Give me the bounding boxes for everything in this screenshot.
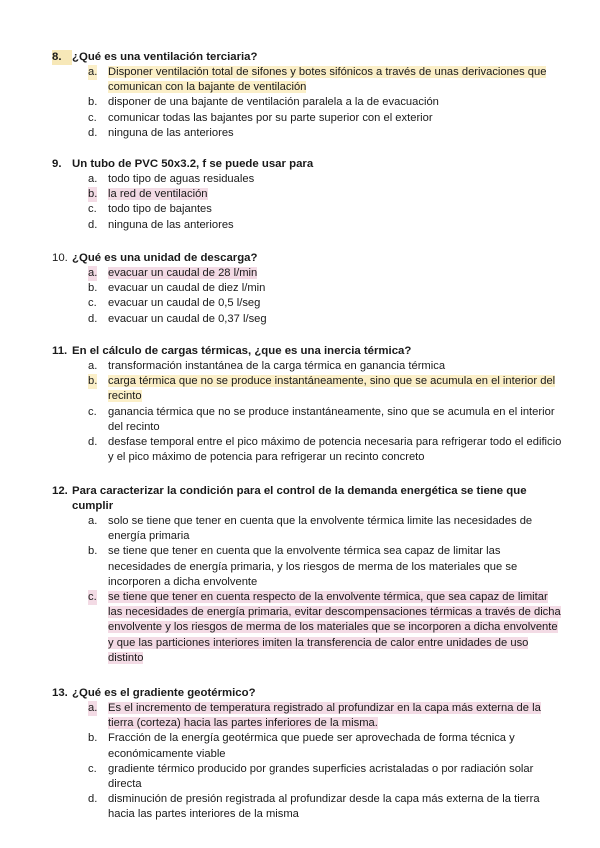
question-9: [52, 157, 562, 233]
option-a: a. Es el incremento de temperatura registrado al profundizar en la capa más externa de la tierra (corteza) hacia las partes inferiores de la misma.: [88, 702, 541, 730]
option-b: b. carga térmica que no se produce instantáneamente, sino que se acumula en el interior del recinto: [88, 375, 556, 403]
options-list: [52, 514, 562, 666]
option-b: b. la red de ventilación: [52, 187, 562, 202]
option-b: b. Fracción de la energía geotérmica que puede ser aprovechada de forma técnica y económicamente viable: [88, 732, 515, 760]
option-b: b. se tiene que tener en cuenta que la envolvente térmica sea capaz de limitar las necesidades de energía primaria, y los riesgos de merma de los materiales que se incorporen a dicha envolvente: [88, 545, 518, 588]
options-list: [52, 266, 562, 327]
option-a: a. Disponer ventilación total de sifones y botes sifónicos a través de unas derivaciones que comunican con la bajante de ventilación: [88, 66, 547, 94]
options-list: [52, 359, 562, 465]
option-d: d. ninguna de las anteriores: [88, 218, 234, 231]
question-number: 8.: [52, 50, 72, 65]
question-number: 11.: [52, 345, 68, 357]
option-a: a. todo tipo de aguas residuales: [88, 173, 255, 185]
option-c: c. ganancia térmica que no se produce instantáneamente, sino que se acumula en el interior del recinto: [88, 405, 555, 433]
question-title: Para caracterizar la condición para el control de la demanda energética se tiene que cumplir: [72, 485, 527, 512]
option-a: a. solo se tiene que tener en cuenta que la envolvente térmica limite las necesidades de energía primaria: [88, 515, 533, 543]
option-b: b. evacuar un caudal de diez l/min: [88, 282, 266, 295]
option-c: c. evacuar un caudal de 0,5 l/seg: [88, 297, 261, 310]
question-number: 12.: [52, 485, 68, 497]
options-list: [52, 701, 562, 823]
question-title: ¿Qué es una ventilación terciaria?: [72, 51, 258, 63]
option-d: d. disminución de presión registrada al profundizar desde la capa más externa de la tierra hacia las partes interiores de la misma: [88, 793, 540, 821]
option-c: c. todo tipo de bajantes: [88, 203, 212, 216]
option-d: d. ninguna de las anteriores: [88, 126, 234, 139]
option-b: b. disponer de una bajante de ventilación paralela a la de evacuación: [88, 96, 439, 109]
question-10: [52, 251, 562, 327]
options-list: [52, 172, 562, 233]
question-number: 13.: [52, 687, 68, 699]
question-12: [52, 484, 562, 666]
question-11: [52, 344, 562, 465]
option-c: c. se tiene que tener en cuenta respecto de la envolvente térmica, que sea capaz de limitar las necesidades de energía primaria, evitar descompensaciones térmicas a través de dicha envolvente y los riesgos de merma de los materiales que se incorporen a dicha envolvente y que las particiones interiores imiten la transferencia de calor entre unidades de uso distinto: [88, 591, 561, 664]
question-13: [52, 686, 562, 823]
option-a: a. evacuar un caudal de 28 l/min: [52, 266, 562, 281]
question-8: [52, 50, 562, 141]
question-title: ¿Qué es una unidad de descarga?: [72, 252, 258, 264]
question-title: ¿Qué es el gradiente geotérmico?: [72, 687, 256, 699]
option-d: d. evacuar un caudal de 0,37 l/seg: [88, 312, 267, 325]
option-c: c. comunicar todas las bajantes por su parte superior con el exterior: [88, 111, 433, 124]
question-title: Un tubo de PVC 50x3.2, f se puede usar para: [72, 158, 314, 170]
question-title: En el cálculo de cargas térmicas, ¿que es una inercia térmica?: [72, 345, 412, 357]
option-c: c. gradiente térmico producido por grandes superficies acristaladas o por radiación solar directa: [88, 762, 534, 791]
option-d: d. desfase temporal entre el pico máximo de potencia necesaria para refrigerar todo el edificio y el pico máximo de potencia para refrigerar un recinto concreto: [88, 436, 562, 464]
question-number: 9.: [52, 158, 62, 170]
option-a: a. transformación instantánea de la carga térmica en ganancia térmica: [88, 360, 446, 372]
options-list: [52, 65, 562, 141]
question-number: 10.: [52, 252, 68, 264]
